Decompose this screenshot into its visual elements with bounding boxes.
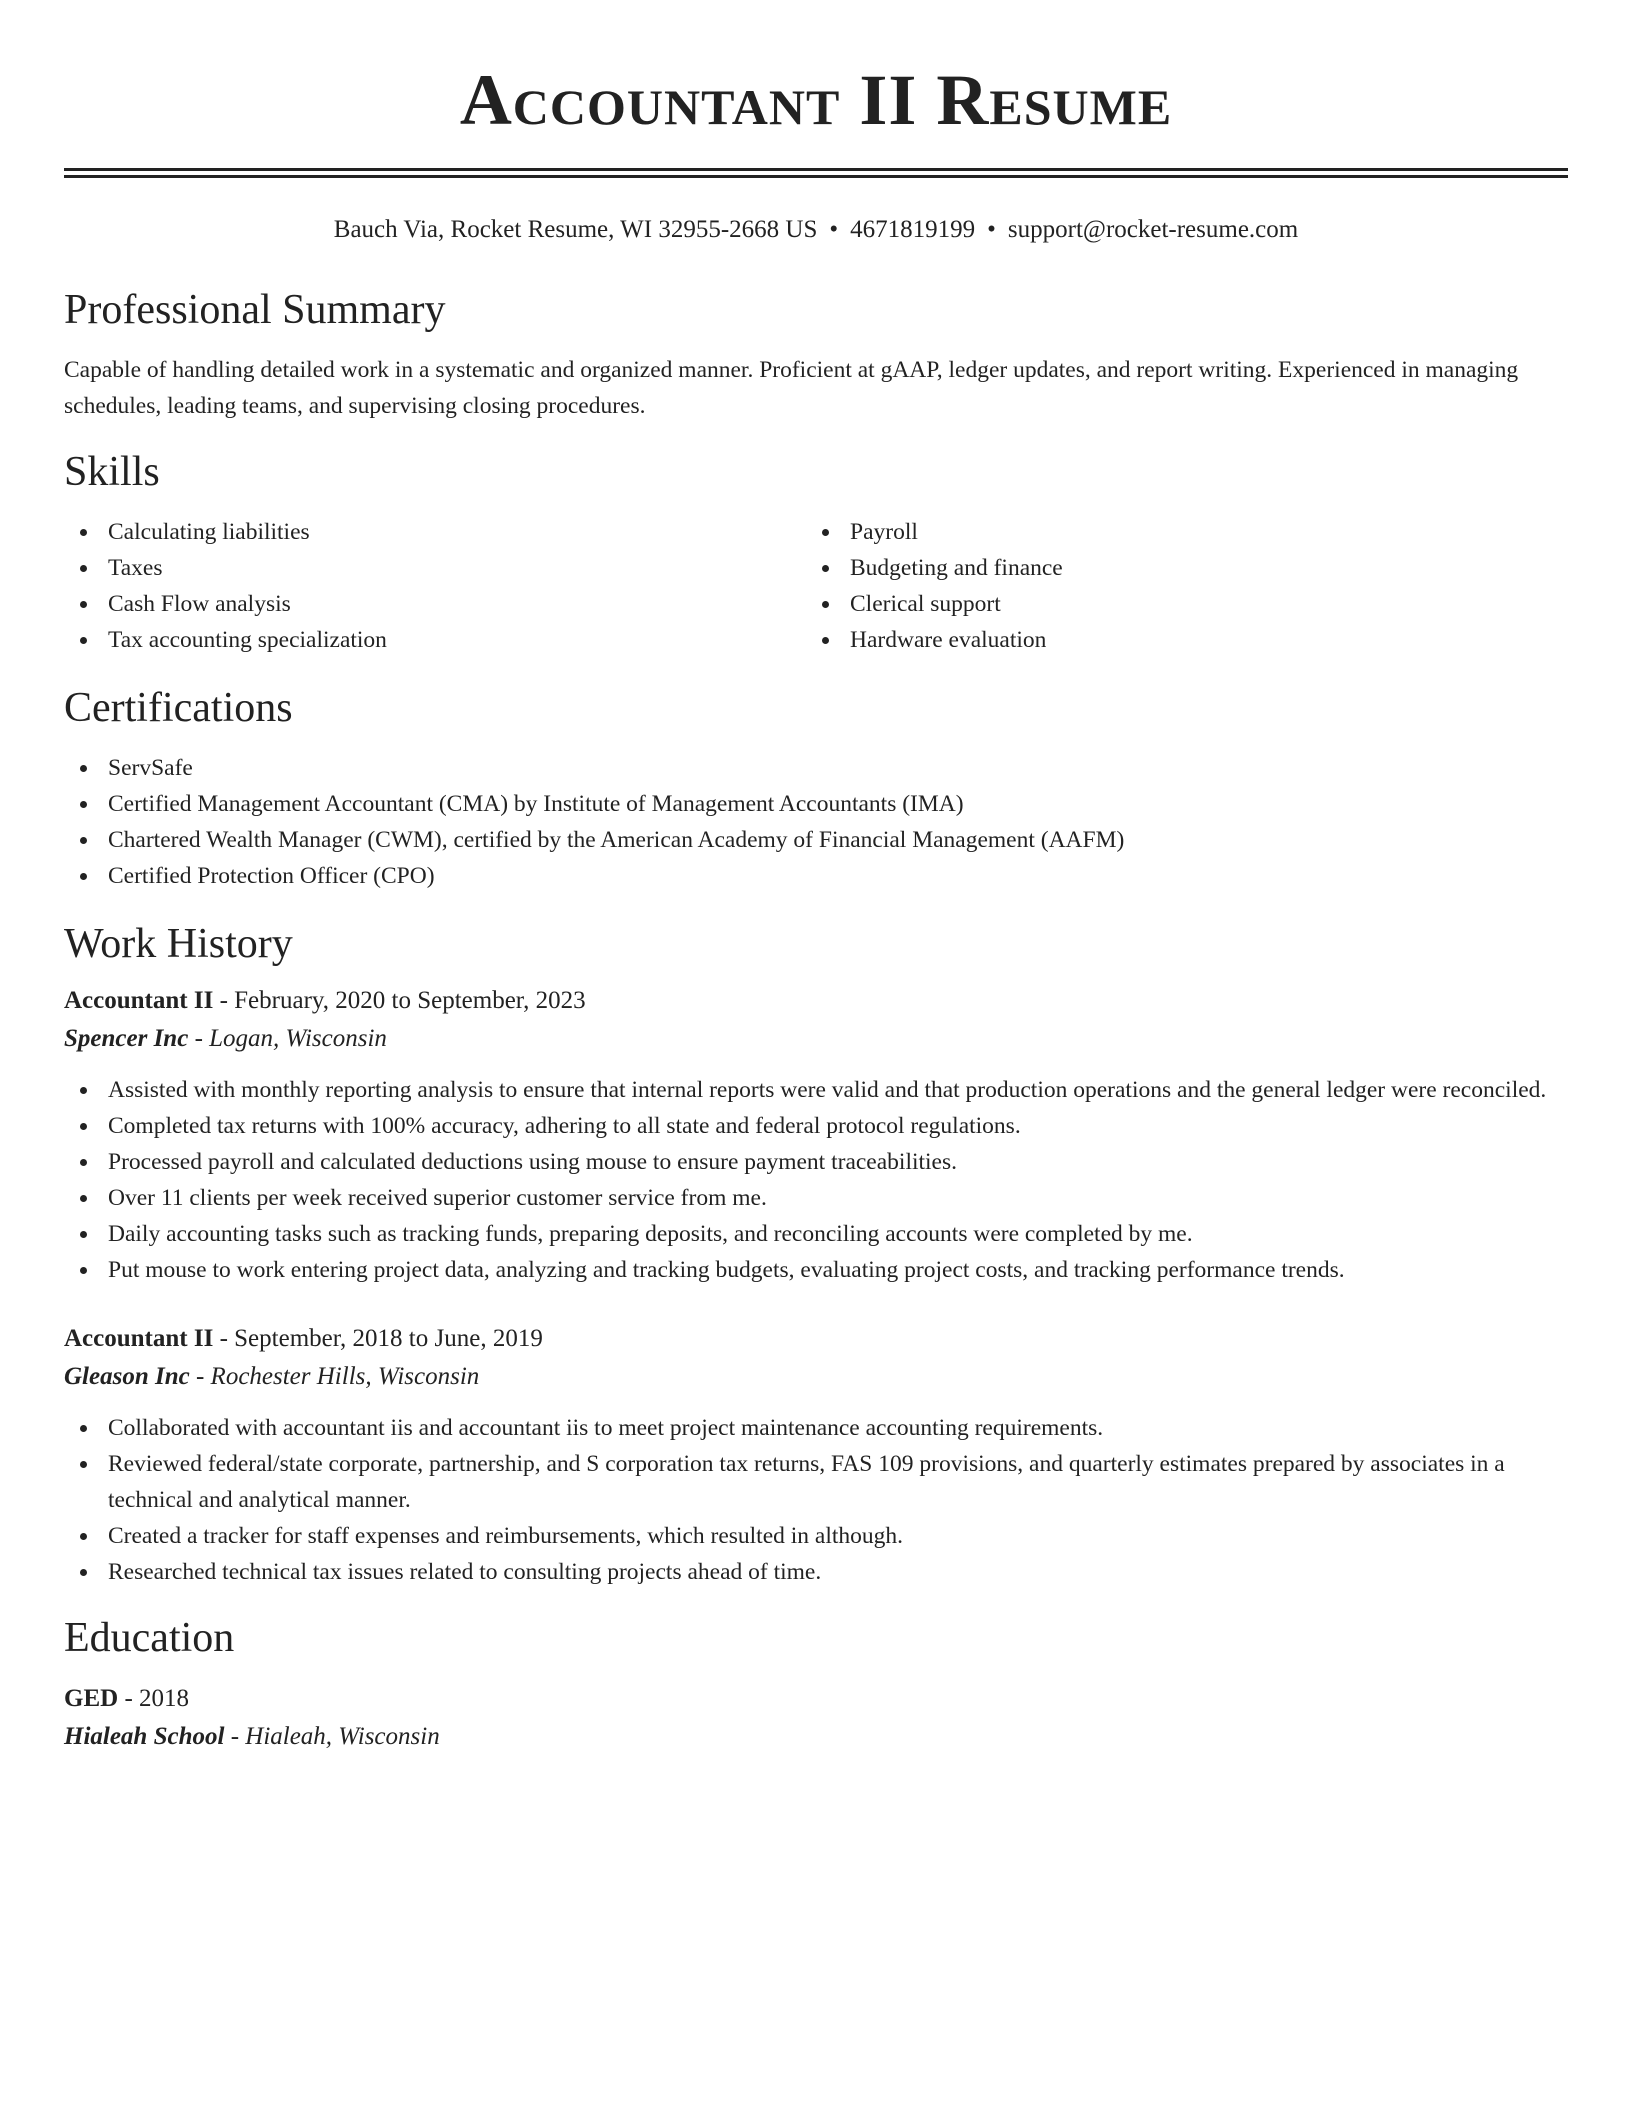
job-company: Gleason Inc	[64, 1363, 190, 1390]
contact-email[interactable]: support@rocket-resume.com	[1007, 216, 1299, 243]
job-company: Spencer Inc	[64, 1025, 189, 1052]
contact-address: Bauch Via, Rocket Resume, WI 32955-2668 US	[333, 216, 818, 243]
title-double-rule	[64, 168, 1568, 178]
contact-separator: •	[829, 216, 839, 243]
job-company-line	[64, 1358, 1568, 1396]
skill-item: Taxes	[64, 550, 806, 586]
skills-list-right	[806, 514, 1548, 658]
job-location: - Logan, Wisconsin	[188, 1025, 387, 1052]
contact-phone: 4671819199	[850, 216, 976, 243]
job-entry	[64, 982, 1568, 1288]
education-school-line	[64, 1718, 1568, 1756]
skills-list-left	[64, 514, 806, 658]
job-dates: - September, 2018 to June, 2019	[213, 1325, 543, 1352]
job-duty: Completed tax returns with 100% accuracy, adhering to all state and federal protocol regulations.	[64, 1108, 1568, 1144]
education-location: - Hialeah, Wisconsin	[224, 1723, 440, 1750]
education-school: Hialeah School	[64, 1723, 225, 1750]
job-duties-list	[64, 1072, 1568, 1288]
skill-item: Hardware evaluation	[806, 622, 1548, 658]
summary-text: Capable of handling detailed work in a systematic and organized manner. Proficient at gAAP, ledger updates, and report writing. Experienced in managing schedules, leading teams, and supervising closing procedures.	[64, 357, 1519, 419]
resume-title: Accountant II Resume	[459, 60, 1173, 140]
skill-item: Budgeting and finance	[806, 550, 1548, 586]
skill-item: Payroll	[806, 514, 1548, 550]
certification-item: Certified Protection Officer (CPO)	[64, 858, 1568, 894]
skills-grid	[64, 498, 1568, 658]
education-year: - 2018	[118, 1685, 190, 1712]
summary-heading: Professional Summary	[64, 287, 446, 333]
education-entry	[64, 1680, 1568, 1756]
job-duty: Assisted with monthly reporting analysis to ensure that internal reports were valid and that production operations and the general ledger were reconciled.	[64, 1072, 1568, 1108]
certification-item: Chartered Wealth Manager (CWM), certified by the American Academy of Financial Management (AAFM)	[64, 822, 1568, 858]
education-degree-line	[64, 1680, 1568, 1718]
skills-heading: Skills	[64, 449, 160, 495]
contact-line	[64, 212, 1568, 248]
job-company-line	[64, 1020, 1568, 1058]
education-degree: GED	[64, 1685, 119, 1712]
skill-item: Tax accounting specialization	[64, 622, 806, 658]
education-heading: Education	[64, 1615, 235, 1661]
job-duty: Reviewed federal/state corporate, partnership, and S corporation tax returns, FAS 109 provisions, and quarterly estimates prepared by associates in a technical and analytical manner.	[64, 1446, 1568, 1518]
skill-item: Cash Flow analysis	[64, 586, 806, 622]
job-duty: Daily accounting tasks such as tracking funds, preparing deposits, and reconciling accounts were completed by me.	[64, 1216, 1568, 1252]
job-duty: Collaborated with accountant iis and accountant iis to meet project maintenance accounting requirements.	[64, 1410, 1568, 1446]
job-duty: Created a tracker for staff expenses and reimbursements, which resulted in although.	[64, 1518, 1568, 1554]
certification-item: Certified Management Accountant (CMA) by Institute of Management Accountants (IMA)	[64, 786, 1568, 822]
job-title-line	[64, 982, 1568, 1020]
skill-item: Calculating liabilities	[64, 514, 806, 550]
job-title-line	[64, 1320, 1568, 1358]
job-duty: Processed payroll and calculated deductions using mouse to ensure payment traceabilities.	[64, 1144, 1568, 1180]
contact-separator: •	[987, 216, 996, 243]
certification-item: ServSafe	[64, 750, 1568, 786]
skill-item: Clerical support	[806, 586, 1548, 622]
job-entry	[64, 1320, 1568, 1590]
job-duty: Over 11 clients per week received superior customer service from me.	[64, 1180, 1568, 1216]
job-dates: - February, 2020 to September, 2023	[213, 987, 586, 1014]
work-history-heading: Work History	[64, 921, 293, 967]
job-duty: Researched technical tax issues related to consulting projects ahead of time.	[64, 1554, 1568, 1590]
job-location: - Rochester Hills, Wisconsin	[189, 1363, 480, 1390]
job-duties-list	[64, 1410, 1568, 1590]
job-duty: Put mouse to work entering project data, analyzing and tracking budgets, evaluating project costs, and tracking performance trends.	[64, 1252, 1568, 1288]
job-title: Accountant II	[64, 1325, 214, 1352]
certifications-list	[64, 750, 1568, 894]
certifications-heading: Certifications	[64, 685, 293, 731]
job-title: Accountant II	[64, 987, 214, 1014]
